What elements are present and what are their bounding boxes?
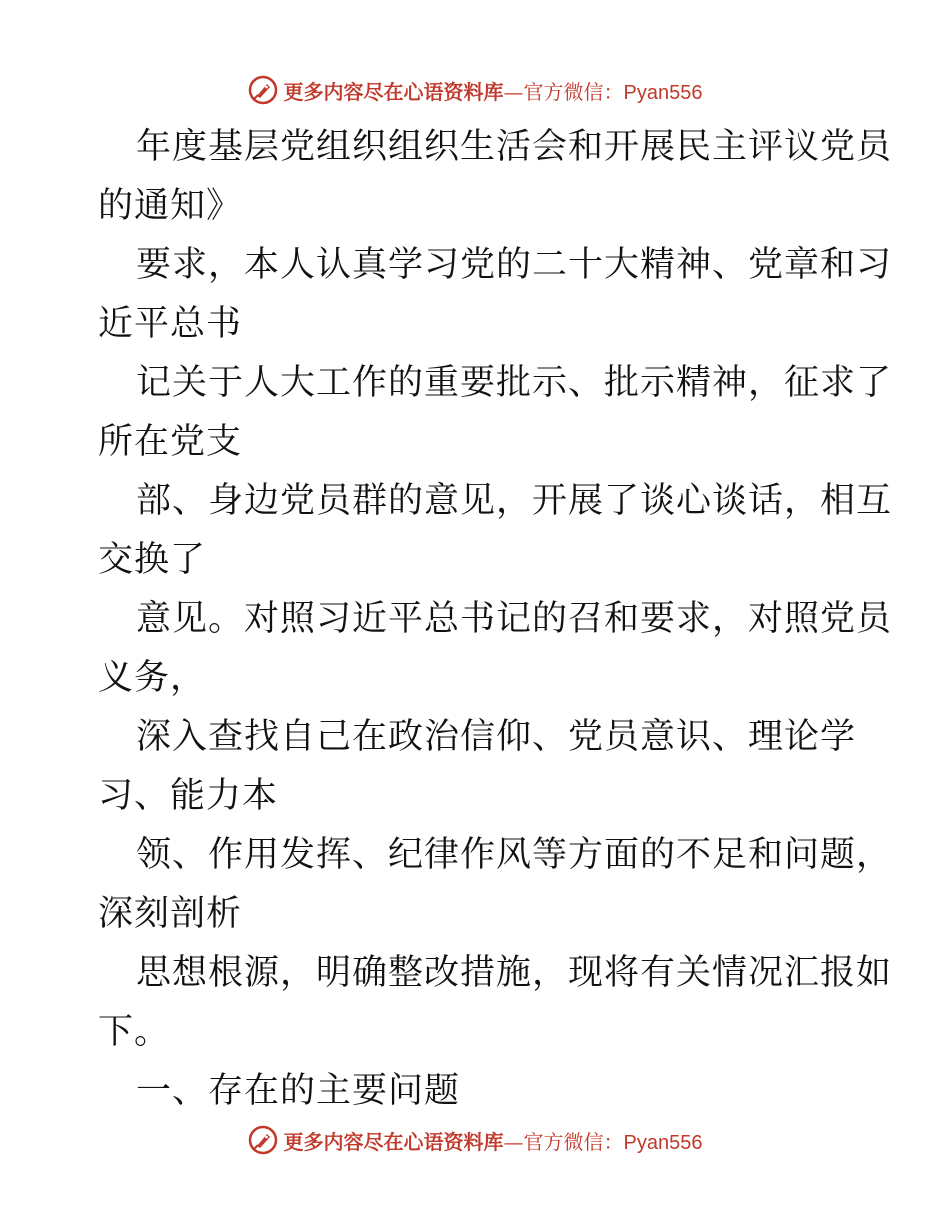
footer-banner-main: 更多内容尽在心语资料库 [283,1129,504,1154]
header-banner-wechat-label: 官方微信： [523,79,624,104]
body-line: 要求，本人认真学习党的二十大精神、党章和习 [136,245,893,285]
footer-banner-text [284,1126,703,1155]
body-line: 思想根源，明确整改措施，现将有关情况汇报如 [136,953,893,993]
body-line: 下。 [98,1012,171,1052]
body-line: 交换了 [98,540,207,580]
footer-banner [0,1120,950,1160]
header-banner [0,70,950,110]
body-line: 深刻剖析 [98,894,243,934]
body-line: 的通知》 [98,186,243,226]
footer-banner-wechat-label: 官方微信： [523,1129,624,1154]
header-banner-wechat-id: Pyan556 [623,81,703,104]
footer-banner-wechat-id: Pyan556 [623,1131,703,1154]
section-heading: 一、存在的主要问题 [136,1071,461,1111]
body-line: 领、作用发挥、纪律作风等方面的不足和问题， [136,835,893,875]
body-line: 近平总书 [98,304,243,344]
body-line: 部、身边党员群的意见，开展了谈心谈话，相互 [136,481,893,521]
body-line: 深入查找自己在政治信仰、党员意识、理论学 [136,717,857,757]
body-line: 记关于人大工作的重要批示、批示精神，征求了 [136,363,893,403]
body-line: 义务， [98,658,207,698]
body-line: 意见。对照习近平总书记的召和要求，对照党员 [136,599,893,639]
document-body [98,118,893,1121]
footer-banner-dash: — [503,1129,524,1154]
header-banner-main: 更多内容尽在心语资料库 [283,79,504,104]
pen-nib-logo-icon [248,1125,278,1155]
header-banner-text [284,76,703,105]
body-line: 所在党支 [98,422,243,462]
body-line: 习、能力本 [98,776,279,816]
body-line: 年度基层党组织组织生活会和开展民主评议党员 [136,127,893,167]
header-banner-dash: — [503,79,524,104]
pen-nib-logo-icon [248,75,278,105]
